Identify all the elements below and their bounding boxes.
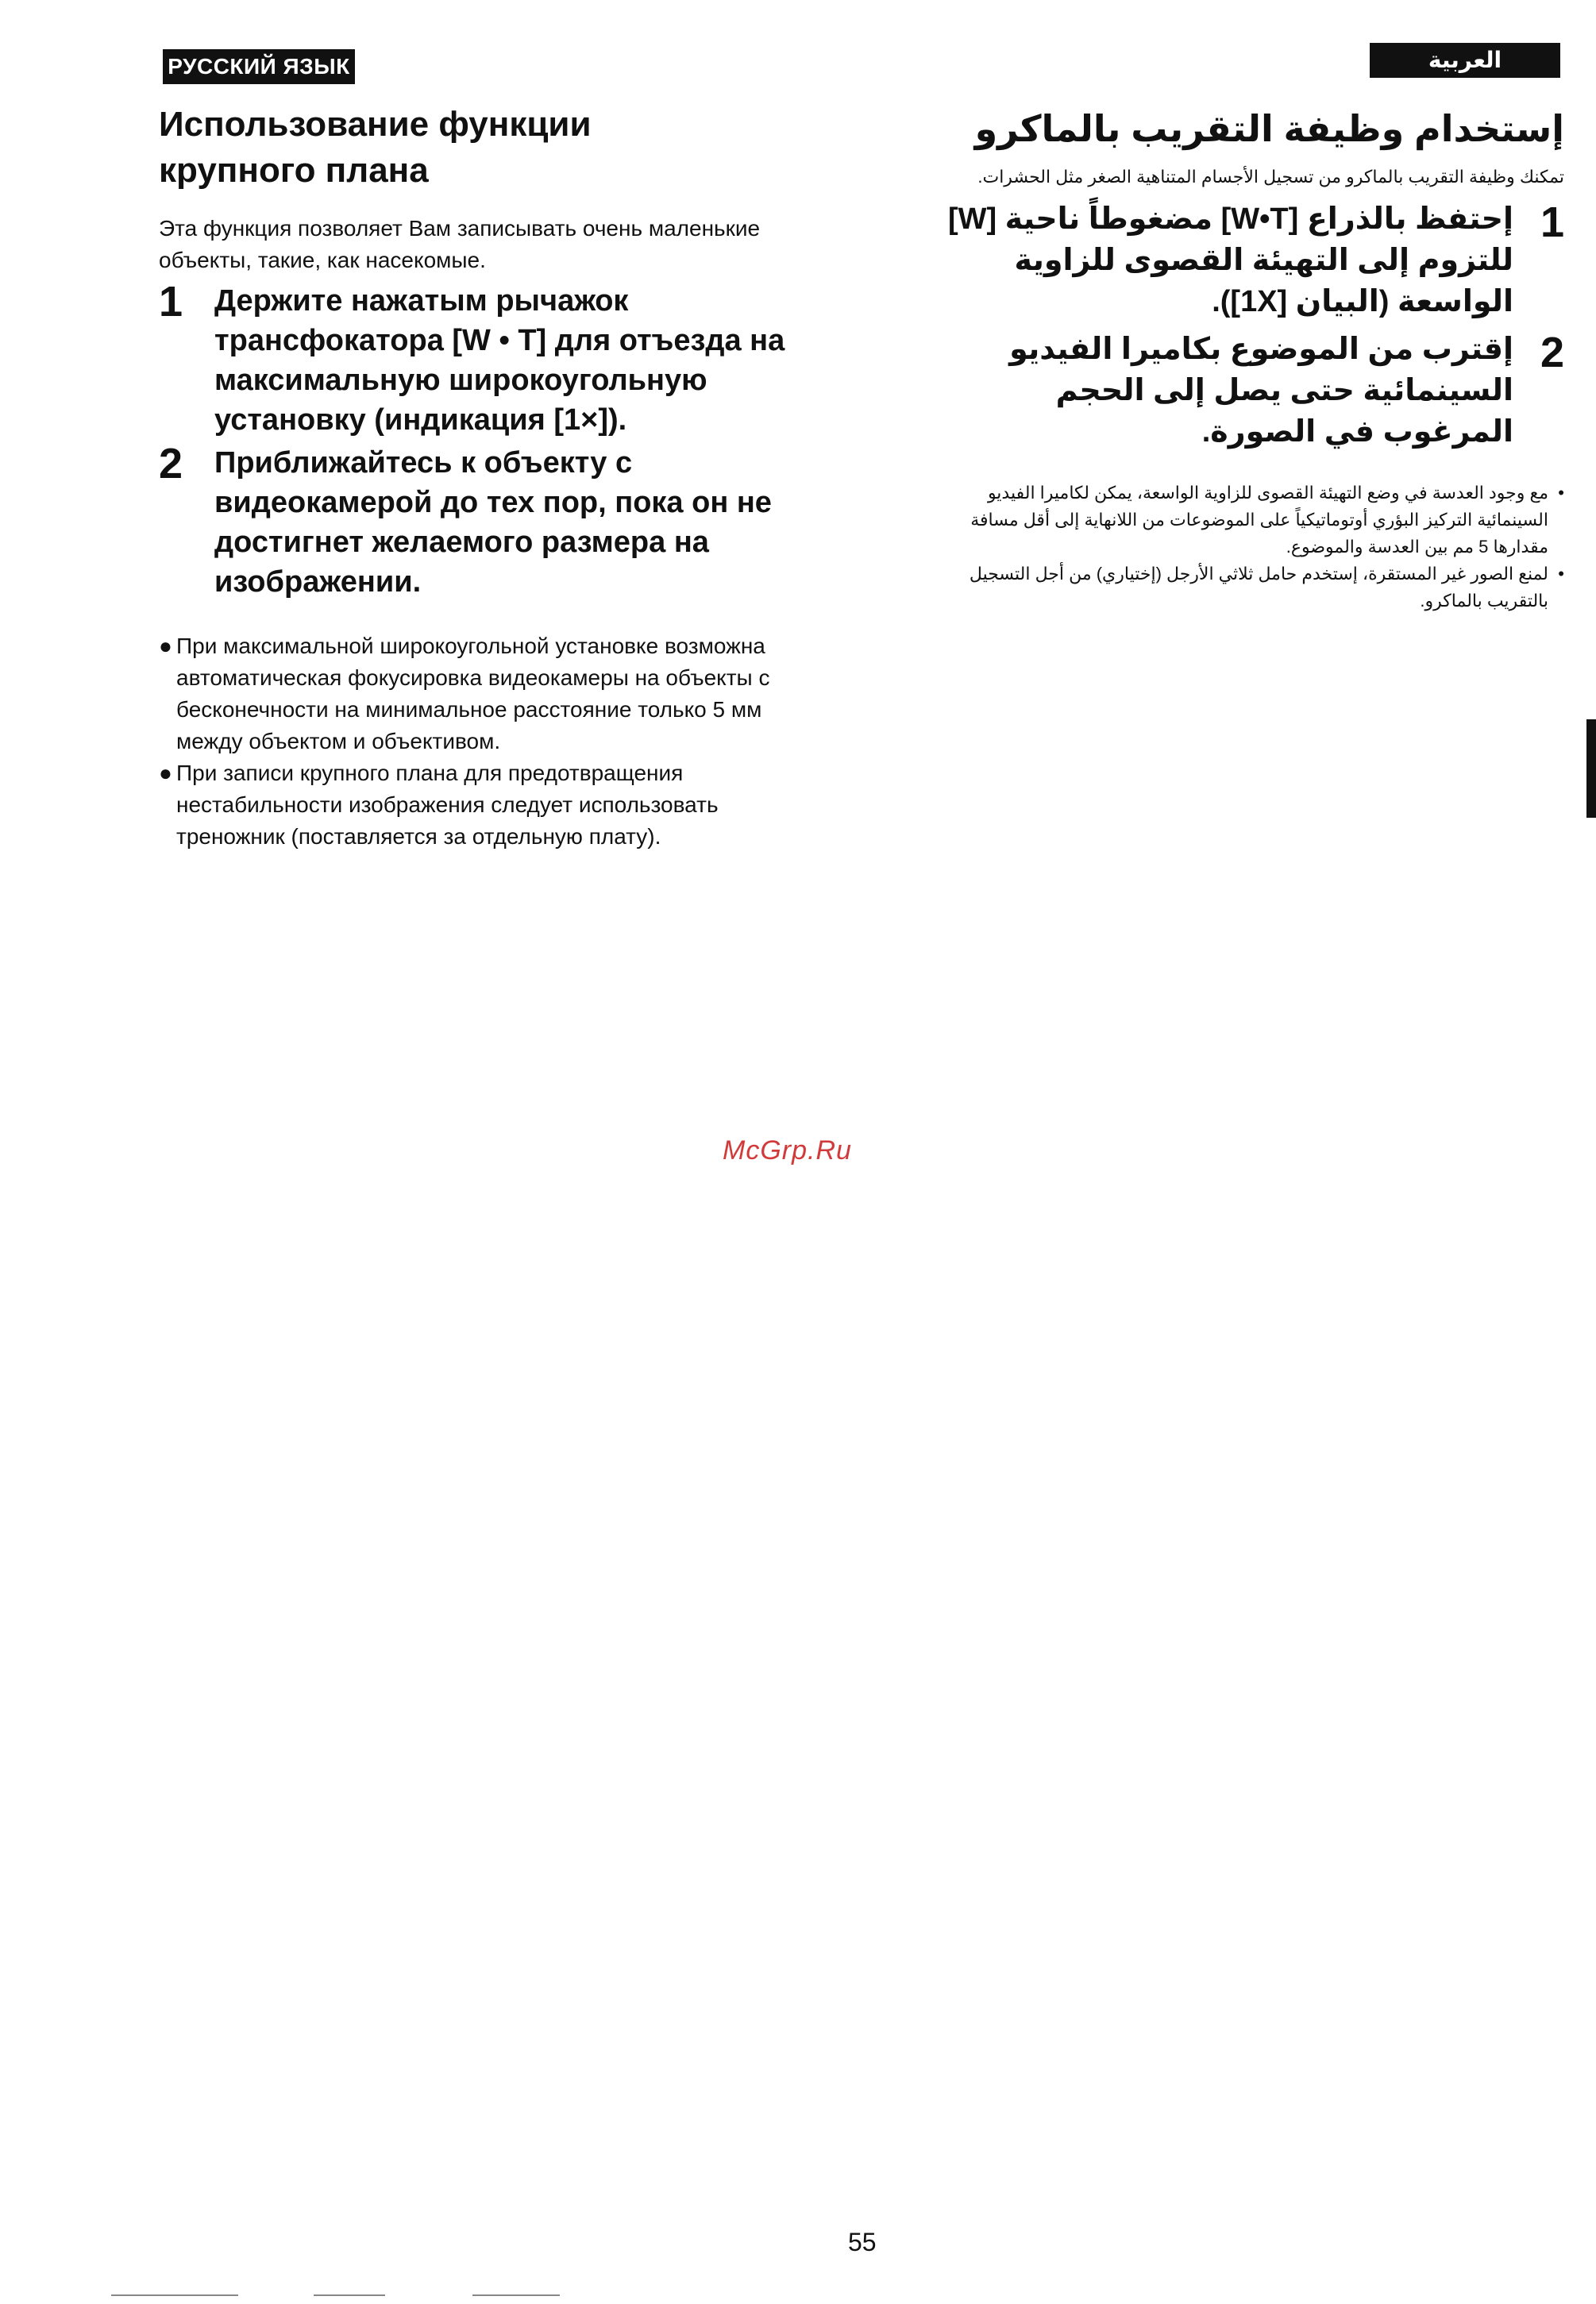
ar-note-1-text: مع وجود العدسة في وضع التهيئة القصوى للزاوية الواسعة، يمكن لكاميرا الفيديو السينمائية التركيز البؤري أوتوماتيكياً على الموضوعات من اللانهاية إلى أقل مسافة مقدارها 5 مم بين العدسة والموضوع.: [970, 483, 1548, 557]
ru-intro-text: Эта функция позволяет Вам записывать очень маленькие объекты, такие, как насекомые.: [159, 216, 761, 272]
ar-step-2-number: 2: [1540, 329, 1564, 376]
russian-column: [159, 102, 802, 853]
page-edge-marker: [1586, 719, 1596, 818]
ru-note-1: [159, 630, 802, 757]
arabic-column: [945, 103, 1564, 615]
ar-step-1-number: 1: [1540, 198, 1564, 246]
language-tag-russian: РУССКИЙ ЯЗЫК: [163, 49, 355, 84]
footer-rule: [472, 2294, 560, 2296]
page-number: 55: [848, 2228, 877, 2256]
ru-title-line-1: Использование функции: [159, 105, 592, 144]
ar-step-1-text: إحتفظ بالذراع [W•T] مضغوطاً ناحية [W] للتزوم إلى التهيئة القصوى للزاوية الواسعة (البيان [1X]).: [947, 202, 1513, 318]
ar-note-2-text: لمنع الصور غير المستقرة، إستخدم حامل ثلاثي الأرجل (إختياري) من أجل التسجيل بالتقريب بالماكرو.: [969, 564, 1548, 611]
bullet-icon: ●: [159, 761, 172, 785]
ar-step-1: [945, 198, 1564, 322]
ru-step-1-number: 1: [159, 278, 183, 326]
footer-rule: [111, 2294, 238, 2296]
ru-section-title: [159, 102, 802, 194]
ru-step-1-text: Держите нажатым рычажок трансфокатора [W • T] для отъезда на максимальную широкоугольную установку (индикация [1×]).: [214, 284, 785, 437]
bullet-icon: •: [1558, 483, 1564, 503]
ar-note-1: [945, 480, 1564, 561]
ar-step-2: [945, 329, 1564, 453]
ru-step-2: [159, 440, 802, 602]
ar-step-2-text: إقترب من الموضوع بكاميرا الفيديو السينمائية حتى يصل إلى الحجم المرغوب في الصورة.: [1009, 333, 1513, 449]
ru-title-line-2: крупного плана: [159, 151, 429, 190]
watermark: McGrp.Ru: [723, 1135, 852, 1165]
footer-rule: [314, 2294, 385, 2296]
ru-step-2-text: Приближайтесь к объекту с видеокамерой до тех пор, пока он не достигнет желаемого размера на изображении.: [214, 446, 772, 599]
ar-note-2: [945, 561, 1564, 615]
ru-note-2: [159, 757, 802, 853]
ar-intro-text: تمكنك وظيفة التقريب بالماكرو من تسجيل الأجسام المتناهية الصغر مثل الحشرات.: [977, 167, 1564, 187]
ru-note-2-text: При записи крупного плана для предотвращения нестабильности изображения следует использовать треножник (поставляется за отдельную плату).: [176, 761, 719, 849]
ru-note-1-text: При максимальной широкоугольной установке возможна автоматическая фокусировка видеокамеры на объекты с бесконечности на минимальное расстояние только 5 мм между объектом и объективом.: [176, 634, 770, 753]
ru-notes-list: [159, 630, 802, 853]
ar-notes-list: [945, 480, 1564, 615]
ru-step-2-number: 2: [159, 440, 183, 487]
bullet-icon: ●: [159, 634, 172, 658]
ru-step-1: [159, 278, 802, 440]
bullet-icon: •: [1558, 564, 1564, 584]
language-tag-arabic: العربية: [1370, 43, 1560, 78]
ar-section-title: إستخدام وظيفة التقريب بالماكرو: [974, 108, 1564, 149]
